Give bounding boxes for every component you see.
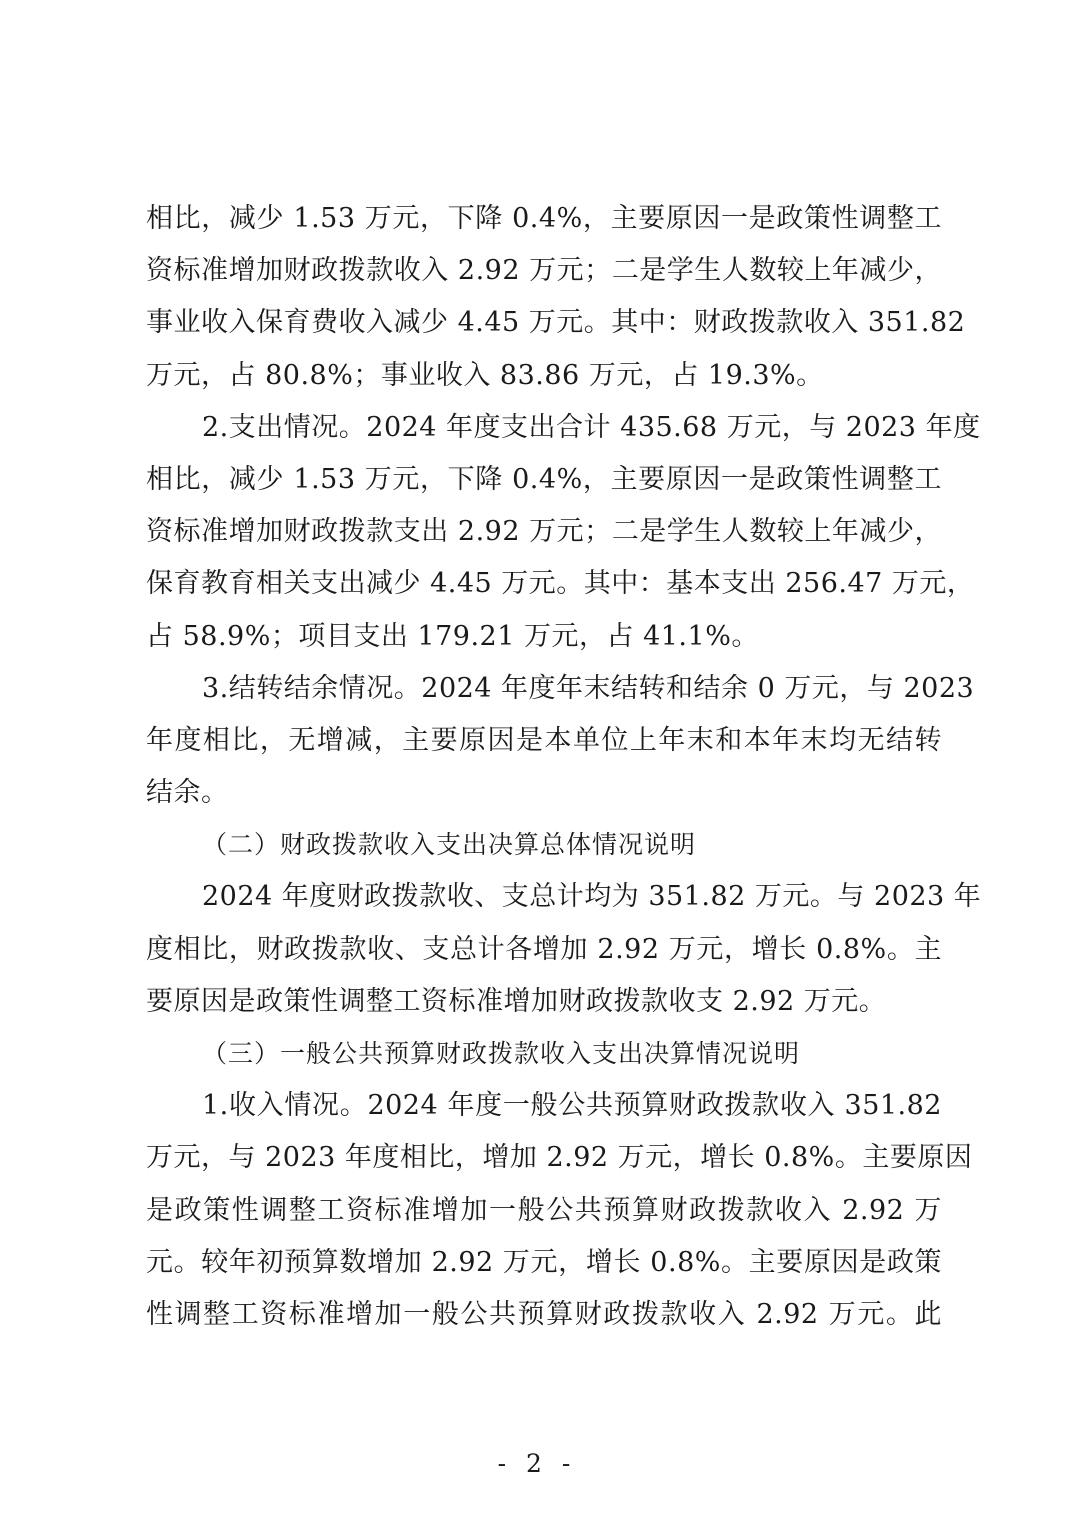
text-line-14: 2024 年度财政拨款收、支总计均为 351.82 万元。与 2023 年 [202,881,982,913]
text-line-6: 相比，减少 1.53 万元，下降 0.4%，主要原因一是政策性调整工 [146,463,942,495]
text-line-3: 事业收入保育费收入减少 4.45 万元。其中：财政拨款收入 351.82 [146,307,966,339]
text-line-10: 3.结转结余情况。2024 年度年末结转和结余 0 万元，与 2023 [202,672,975,704]
text-line-22: 性调整工资标准增加一般公共预算财政拨款收入 2.92 万元。此 [146,1298,942,1330]
text-line-21: 元。较年初预算数增加 2.92 万元，增长 0.8%。主要原因是政策 [146,1246,942,1278]
text-line-19: 万元，与 2023 年度相比，增加 2.92 万元，增长 0.8%。主要原因 [146,1142,973,1174]
text-line-2: 资标准增加财政拨款收入 2.92 万元；二是学生人数较上年减少， [146,255,942,287]
text-line-12: 结余。 [146,777,229,809]
section-heading-3: （三）一般公共预算财政拨款收入支出决算情况说明 [202,1039,801,1068]
text-line-4: 万元，占 80.8%；事业收入 83.86 万元，占 19.3%。 [146,359,824,391]
text-line-15: 度相比，财政拨款收、支总计各增加 2.92 万元，增长 0.8%。主 [146,933,942,965]
text-line-11: 年度相比，无增减，主要原因是本单位上年末和本年末均无结转 [146,724,942,756]
text-line-5: 2.支出情况。2024 年度支出合计 435.68 万元，与 2023 年度 [202,411,981,443]
text-line-18: 1.收入情况。2024 年度一般公共预算财政拨款收入 351.82 [202,1090,942,1122]
text-line-8: 保育教育相关支出减少 4.45 万元。其中：基本支出 256.47 万元， [146,568,975,600]
page-number: - 2 - [497,1449,577,1478]
text-line-9: 占 58.9%；项目支出 179.21 万元，占 41.1%。 [146,620,759,652]
document-body [146,193,982,1341]
text-line-7: 资标准增加财政拨款支出 2.92 万元；二是学生人数较上年减少， [146,516,942,548]
text-line-20: 是政策性调整工资标准增加一般公共预算财政拨款收入 2.92 万 [146,1194,942,1226]
text-line-1: 相比，减少 1.53 万元，下降 0.4%，主要原因一是政策性调整工 [146,203,942,234]
text-line-16: 要原因是政策性调整工资标准增加财政拨款收支 2.92 万元。 [146,985,887,1017]
section-heading-2: （二）财政拨款收入支出决算总体情况说明 [202,830,697,860]
